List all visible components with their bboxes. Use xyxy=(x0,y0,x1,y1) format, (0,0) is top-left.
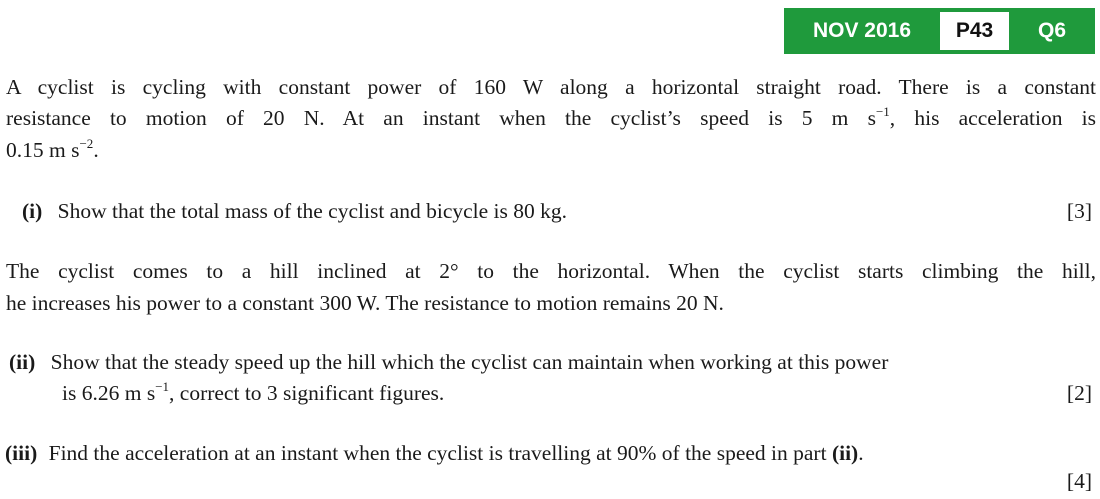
marks-label: [2] xyxy=(1066,381,1092,405)
part-text-2: is 6.26 m s xyxy=(62,381,156,405)
part-label: (iii) xyxy=(5,441,38,465)
intro-line-3-text: 0.15 m s xyxy=(6,138,80,162)
part-i-line xyxy=(22,196,567,227)
unit-exponent: −1 xyxy=(155,379,170,394)
intro-line-3-end: . xyxy=(93,138,99,162)
intro-line-2 xyxy=(6,103,1096,134)
intro-line-3 xyxy=(6,135,99,166)
question-label: Q6 xyxy=(1037,19,1066,42)
hill-line-2: he increases his power to a constant 300 W. The resistance to motion remains 20 N. xyxy=(6,291,724,315)
unit-exponent: −1 xyxy=(875,104,890,119)
hill-line-1: The cyclist comes to a hill inclined at 2° to the horizontal. When the cyclist starts climbing the hill, xyxy=(6,259,1096,283)
unit-exponent: −2 xyxy=(79,136,94,151)
intro-line-2-end: , his acceleration is xyxy=(889,106,1096,130)
part-iii-line xyxy=(5,438,864,469)
part-text-end: . xyxy=(858,441,864,465)
part-text-2-end: , correct to 3 significant figures. xyxy=(169,381,445,405)
intro-line-2-text: resistance to motion of 20 N. At an instant when the cyclist’s speed is 5 m s xyxy=(6,106,876,130)
part-reference: (ii) xyxy=(831,441,859,465)
paper-label: P43 xyxy=(940,12,1009,50)
part-text: Show that the steady speed up the hill which the cyclist can maintain when working at this power xyxy=(50,350,889,374)
part-ii-line-2 xyxy=(62,378,444,409)
part-text: Find the acceleration at an instant when the cyclist is travelling at 90% of the speed in part xyxy=(48,441,832,465)
marks-label: [4] xyxy=(1066,469,1092,493)
part-text: Show that the total mass of the cyclist and bicycle is 80 kg. xyxy=(57,199,568,223)
part-label: (i) xyxy=(22,199,43,223)
marks-label: [3] xyxy=(1066,199,1092,223)
question-tag xyxy=(784,8,1095,54)
intro-line-1: A cyclist is cycling with constant power of 160 W along a horizontal straight road. There is a constant xyxy=(6,75,1096,99)
part-label: (ii) xyxy=(9,350,36,374)
session-label: NOV 2016 xyxy=(812,19,912,42)
part-ii-line-1 xyxy=(9,347,888,378)
